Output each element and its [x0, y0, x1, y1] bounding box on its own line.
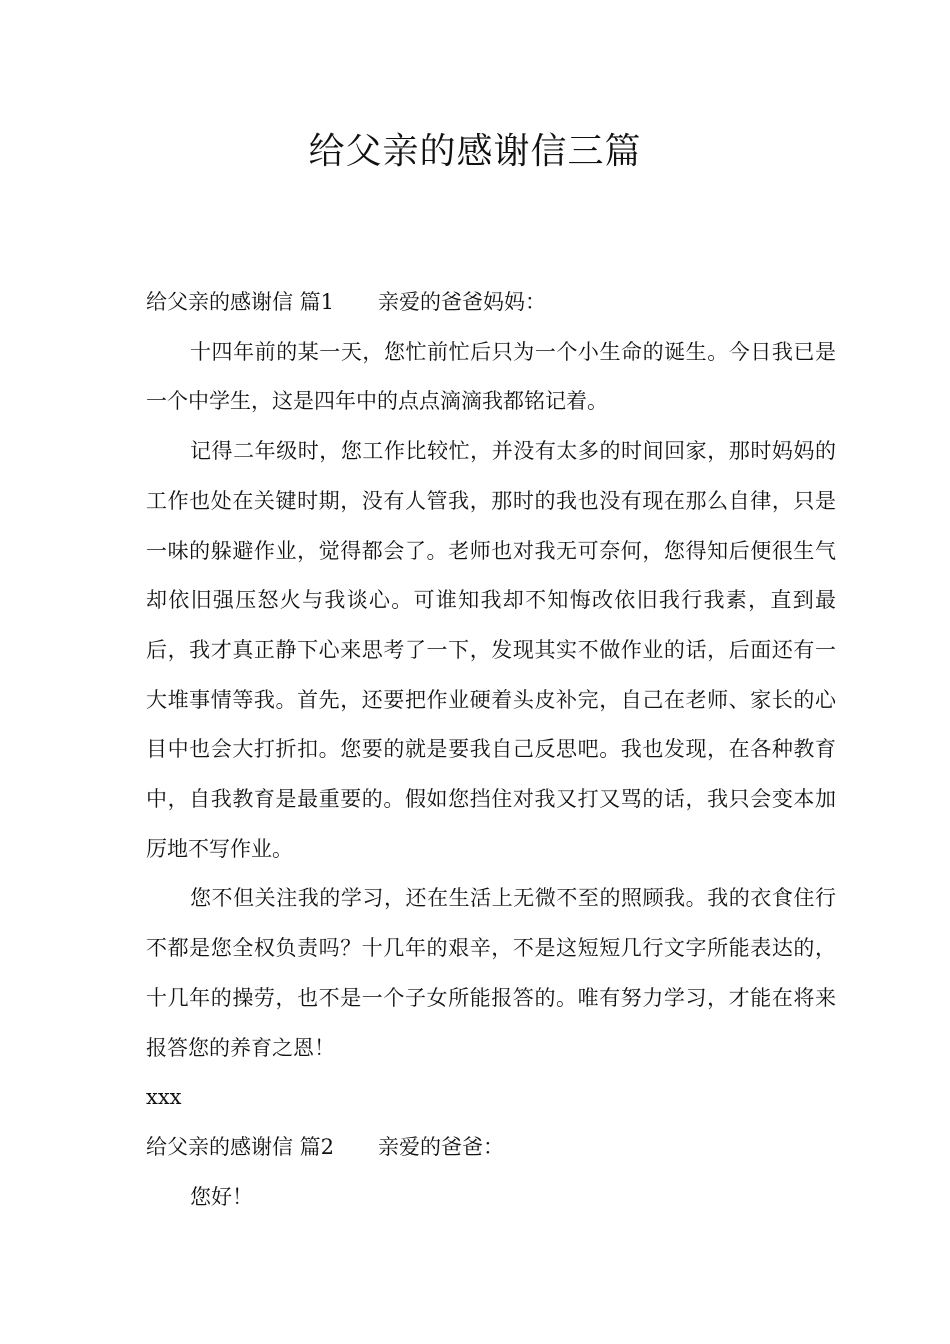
letter-1-heading-line — [146, 278, 836, 328]
letter-1-paragraph: 您不但关注我的学习，还在生活上无微不至的照顾我。我的衣食住行不都是您全权负责吗？十几年的艰辛，不是这短短几行文字所能表达的，十几年的操劳，也不是一个子女所能报答的。唯有努力学习，才能在将来报答您的养育之恩！ — [146, 886, 836, 1060]
letter-2-heading: 给父亲的感谢信 篇2 — [146, 1134, 335, 1159]
letter-1-paragraph: 十四年前的某一天，您忙前忙后只为一个小生命的诞生。今日我已是一个中学生，这是四年中的点点滴滴我都铭记着。 — [146, 339, 836, 414]
letter-1-greeting: 亲爱的爸爸妈妈： — [378, 290, 547, 314]
letter-2-greeting: 亲爱的爸爸： — [378, 1134, 505, 1159]
letter-2-heading-line — [146, 1123, 836, 1173]
page-title: 给父亲的感谢信三篇 — [308, 131, 642, 172]
letter-1-heading: 给父亲的感谢信 篇1 — [146, 290, 335, 314]
letter-1-signature: xxx — [146, 1085, 182, 1110]
letter-2-paragraph: 您好！ — [190, 1184, 253, 1209]
letter-1-paragraph: 记得二年级时，您工作比较忙，并没有太多的时间回家，那时妈妈的工作也处在关键时期，没有人管我，那时的我也没有现在那么自律，只是一味的躲避作业，觉得都会了。老师也对我无可奈何，您得知后便很生气却依旧强压怒火与我谈心。可谁知我却不知悔改依旧我行我素，直到最后，我才真正静下心来思考了一下，发现其实不做作业的话，后面还有一大堆事情等我。首先，还要把作业硬着头皮补完，自己在老师、家长的心目中也会大打折扣。您要的就是要我自己反思吧。我也发现，在各种教育中，自我教育是最重要的。假如您挡住对我又打又骂的话，我只会变本加厉地不写作业。 — [146, 439, 836, 861]
document-body — [146, 278, 836, 1222]
